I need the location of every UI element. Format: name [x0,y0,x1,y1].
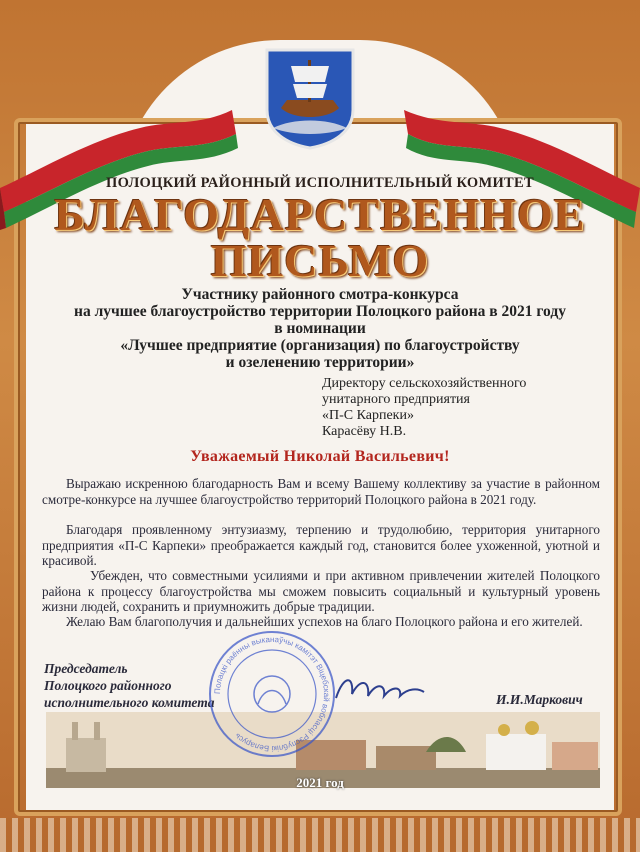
official-stamp [206,628,338,760]
letter-paragraph: Выражаю искренною благодарность Вам и всему Вашему коллективу за участие в районном смотре-конкурсе на лучшее благоустройство территорий Полоцкого района в 2021 году. [42,476,600,507]
year-caption: 2021 год [296,775,344,790]
signer-name: И.И.Маркович [496,692,583,707]
heading-line: «Лучшее предприятие (организация) по благоустройству [120,337,520,354]
ornament-border [0,818,640,852]
heading-line: в номинации [274,320,366,337]
title-line-1: БЛАГОДАРСТВЕННОЕ [54,189,586,240]
heading-line: и озеленению территории» [225,354,415,371]
greeting: Уважаемый Николай Васильевич! [190,448,450,465]
committee-name: ПОЛОЦКИЙ РАЙОННЫЙ ИСПОЛНИТЕЛЬНЫЙ КОМИТЕТ [106,175,534,191]
handwritten-signature [330,668,430,708]
addressee-line: унитарного предприятия [322,392,470,407]
signature-title-line: Председатель [44,661,128,676]
addressee-line: Карасёву Н.В. [322,424,407,439]
letter-paragraph: Убежден, что совместными усилиями и при активном привлечении жителей Полоцкого района к процессу благоустройства мы сможем повысить социальный и культурный уровень жизни людей, сохранить и приумножить добрые традиции. [42,568,600,615]
svg-text:Полацкі раённы выканаўчы каміт [213,635,331,753]
addressee-line: Директору сельскохозяйственного [322,376,527,391]
letter-paragraph: Благодаря проявленному энтузиазму, терпению и трудолюбию, территория унитарного предприятия «П-С Карпеки» преображается каждый год, становится более ухоженной, уютной и красивой. [42,522,600,569]
signature-title-line: Полоцкого районного [44,678,172,693]
stamp-lettering: Полацкі раённы выканаўчы камітэт Віцебскай вобласці Рэспублікі Беларусь [212,634,332,754]
heading-line: на лучшее благоустройство территории Полоцкого района в 2021 году [74,303,566,320]
heading-line: Участнику районного смотра-конкурса [181,286,459,303]
signature-title-line: исполнительного комитета [44,695,215,710]
addressee-line: «П-С Карпеки» [322,408,414,423]
letter-paragraph: Желаю Вам благополучия и дальнейших успехов на благо Полоцкого района и его жителей. [66,614,583,629]
polotsk-coat-of-arms-icon [263,46,357,150]
title-line-2: ПИСЬМО [210,235,430,286]
